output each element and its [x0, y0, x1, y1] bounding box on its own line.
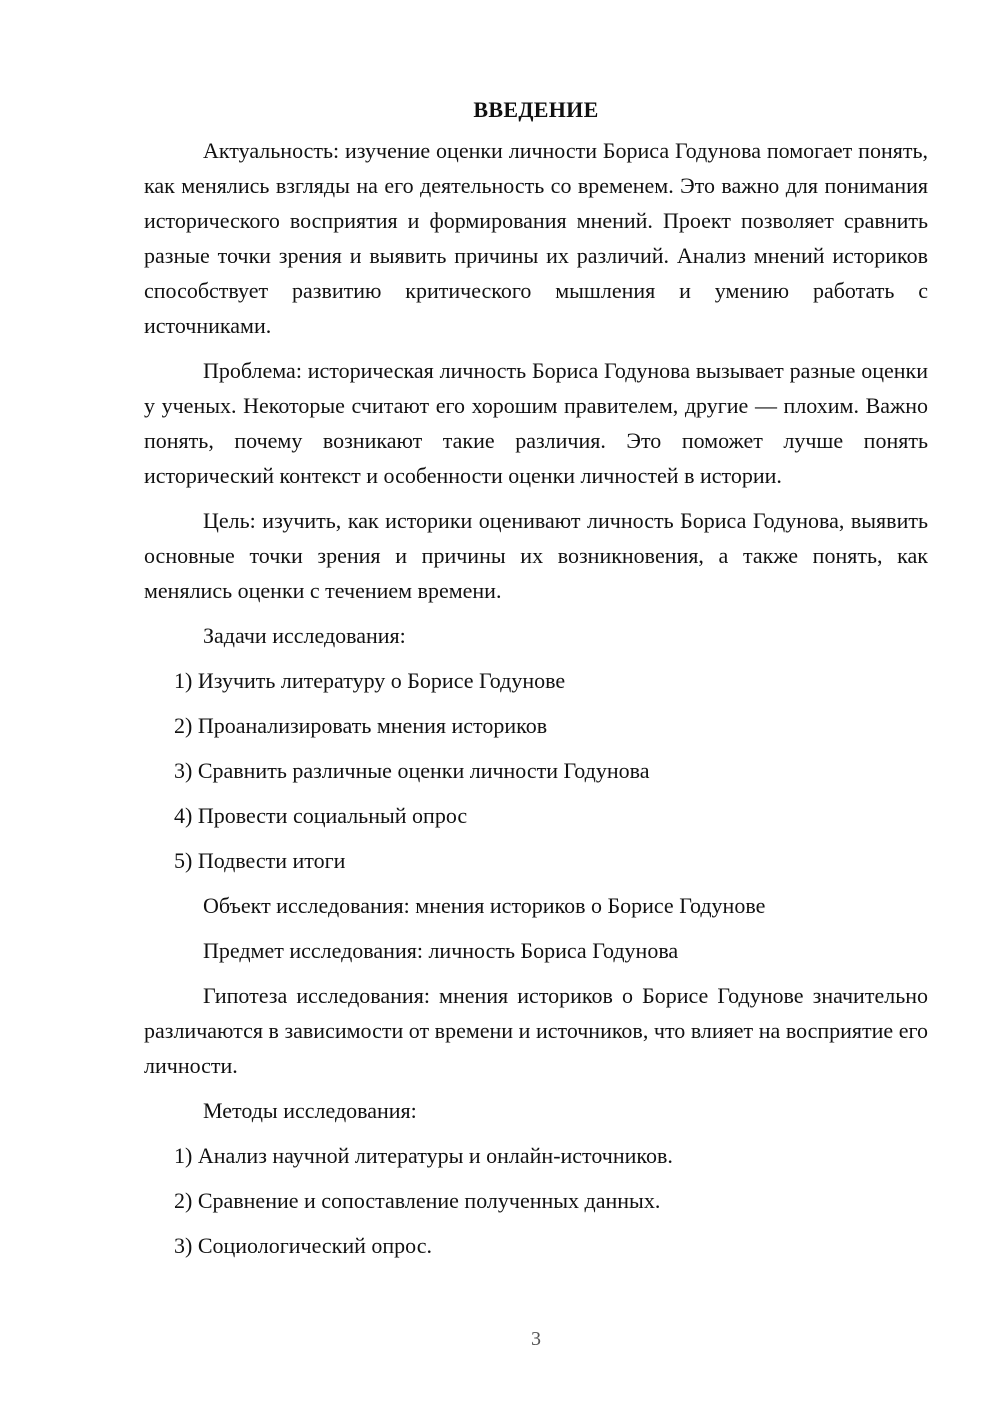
- list-item: 2) Сравнение и сопоставление полученных данных.: [174, 1188, 661, 1213]
- hypothesis-paragraph: Гипотеза исследования: мнения историков о Борисе Годунове значительно различаются в зависимости от времени и источников, что влияет на восприятие его личности.: [144, 983, 928, 1078]
- research-subject: Предмет исследования: личность Бориса Годунова: [203, 938, 679, 963]
- list-item: 5) Подвести итоги: [174, 848, 346, 873]
- tasks-list: [144, 663, 928, 878]
- list-item: 1) Анализ научной литературы и онлайн-источников.: [174, 1143, 673, 1168]
- list-item: 3) Социологический опрос.: [174, 1233, 432, 1258]
- problem-paragraph: Проблема: историческая личность Бориса Годунова вызывает разные оценки у ученых. Некоторые считают его хорошим правителем, другие — плохим. Важно понять, почему возникают такие различия. Это поможет лучше понять исторический контекст и особенности оценки личностей в истории.: [144, 358, 928, 488]
- relevance-paragraph: Актуальность: изучение оценки личности Бориса Годунова помогает понять, как менялись взгляды на его деятельность со временем. Это важно для понимания исторического восприятия и формирования мнений. Проект позволяет сравнить разные точки зрения и выявить причины их различий. Анализ мнений историков способствует развитию критического мышления и умению работать с источниками.: [144, 138, 928, 338]
- section-title: ВВЕДЕНИЕ: [473, 97, 599, 122]
- methods-heading: Методы исследования:: [203, 1098, 417, 1123]
- research-object: Объект исследования: мнения историков о Борисе Годунове: [203, 893, 766, 918]
- list-item: 3) Сравнить различные оценки личности Годунова: [174, 758, 650, 783]
- list-item: 1) Изучить литературу о Борисе Годунове: [174, 668, 566, 693]
- list-item: 4) Провести социальный опрос: [174, 803, 468, 828]
- page-number: 3: [531, 1328, 541, 1350]
- methods-list: [144, 1138, 928, 1263]
- goal-paragraph: Цель: изучить, как историки оценивают личность Бориса Годунова, выявить основные точки зрения и причины их возникновения, а также понять, как менялись оценки с течением времени.: [144, 508, 928, 603]
- document-page: [144, 92, 928, 1263]
- tasks-heading: Задачи исследования:: [203, 623, 406, 648]
- list-item: 2) Проанализировать мнения историков: [174, 713, 548, 738]
